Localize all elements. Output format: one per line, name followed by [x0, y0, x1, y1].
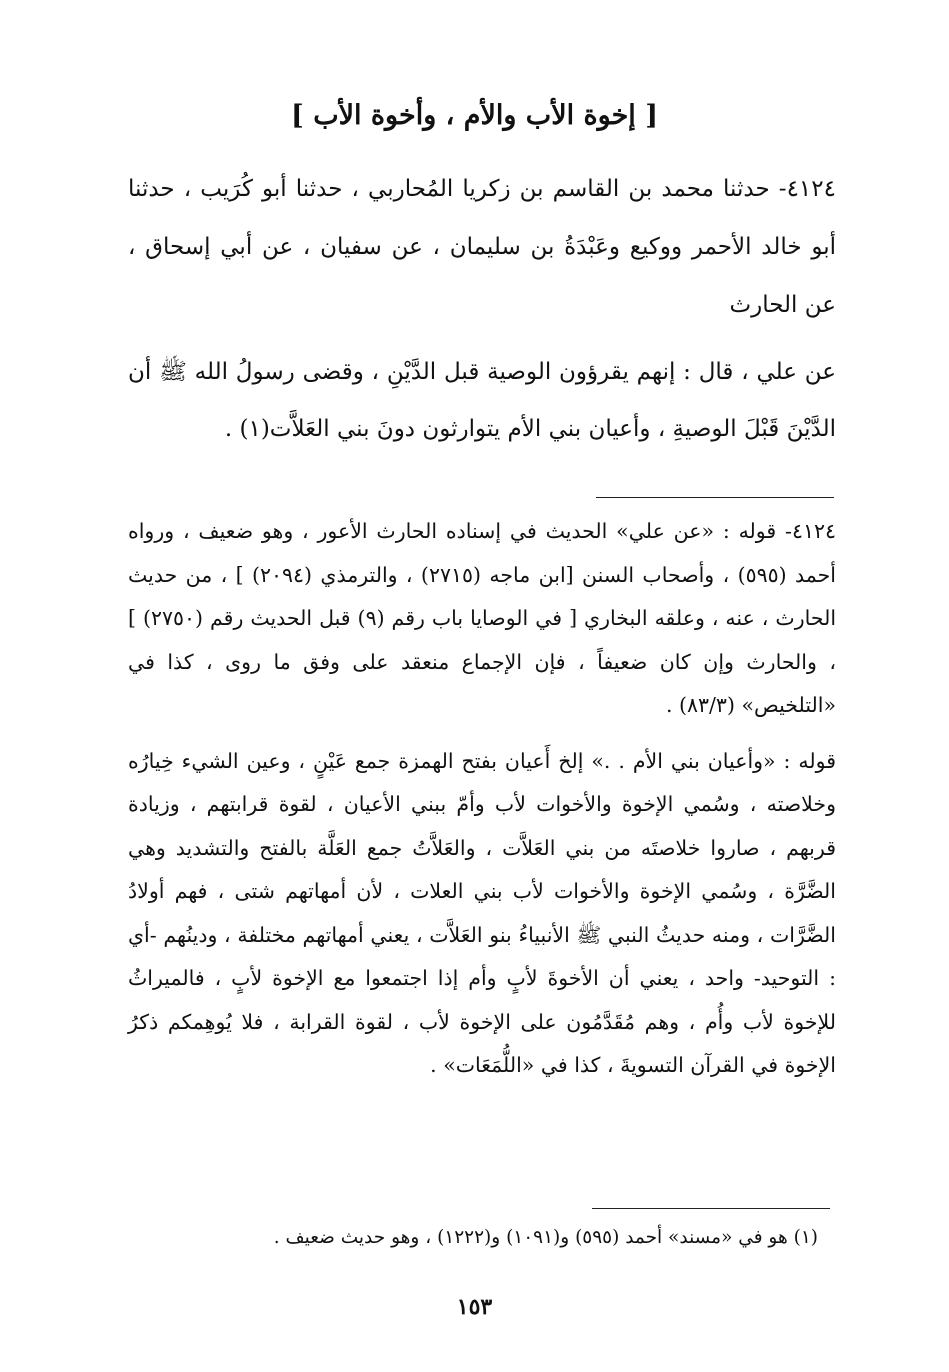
commentary [128, 510, 836, 1088]
commentary-note-takhrij: ٤١٢٤- قوله : «عن علي» الحديث في إسناده الحارث الأعور ، وهو ضعيف ، ورواه أحمد (٥٩٥) ، وأصحاب السنن [ابن ماجه (٢٧١٥) ، والترمذي (٢٠٩٤) ] ، من حديث الحارث ، عنه ، وعلقه البخاري [ في الوصايا باب رقم (٩) قبل الحديث رقم (٢٧٥٠) ] ، والحارث وإن كان ضعيفاً ، فإن الإجماع منعقد على وفق ما روى ، كذا في «التلخيص» (٨٣/٣) . [128, 519, 837, 717]
commentary-note-explanation: قوله : «وأعيان بني الأم . .» إلخ أَعيان بفتح الهمزة جمع عَيْنٍ ، وعين الشيء خِيارُه وخلاصته ، وسُمي الإخوة والأخوات لأب وأمّ ببني الأعيان ، لقوة قرابتهم ، وزيادة قربهم ، صاروا خلاصتَه من بني العَلاَّت ، والعَلاَّتُ جمع العَلَّة بالفتح والتشديد وهي الضَّرَّة ، وسُمي الإخوة والأخوات لأب بني العلات ، لأن أمهاتهم شتى ، فهم أولادُ الضَّرَّات ، ومنه حديثُ النبي ﷺ الأنبياءُ بنو العَلاَّت ، يعني أمهاتهم مختلفة ، ودينُهم -أي : التوحيد- واحد ، يعني أن الأخوةَ لأبٍ وأم إذا اجتمعوا مع الإخوة لأبٍ ، فالميراثُ للإخوة لأب وأُم ، وهم مُقَدَّمُون على الإخوة لأب ، لقوة القرابة ، فلا يُوهِمكم ذكرُ الإخوة في القرآن التسويةَ ، كذا في «اللُّمَعَات» . [128, 748, 837, 1077]
chapter-heading: [ إخوة الأب والأم ، وأخوة الأب ] [291, 100, 658, 131]
hadith-isnad: ٤١٢٤- حدثنا محمد بن القاسم بن زكريا المُحاربي ، حدثنا أبو كُرَيب ، حدثنا أبو خالد الأحمر ووكيع وعَبْدَةُ بن سليمان ، عن سفيان ، عن أبي إسحاق ، عن الحارث [128, 176, 836, 318]
hadith-text [128, 160, 836, 458]
hadith-matn: عن علي ، قال : إنهم يقرؤون الوصية قبل الدَّيْنِ ، وقضى رسولُ الله ﷺ أن الدَّيْنَ قَبْلَ الوصيةِ ، وأعيان بني الأم يتوارثون دونَ بني العَلاَّت(١) . [128, 359, 836, 442]
footnote: (١) هو في «مسند» أحمد (٥٩٥) و(١٠٩١) و(١٢٢٢) ، وهو حديث ضعيف . [273, 1227, 818, 1248]
footnote-divider [592, 1208, 830, 1209]
page-number: ١٥٣ [456, 1294, 493, 1320]
commentary-divider [596, 497, 834, 498]
